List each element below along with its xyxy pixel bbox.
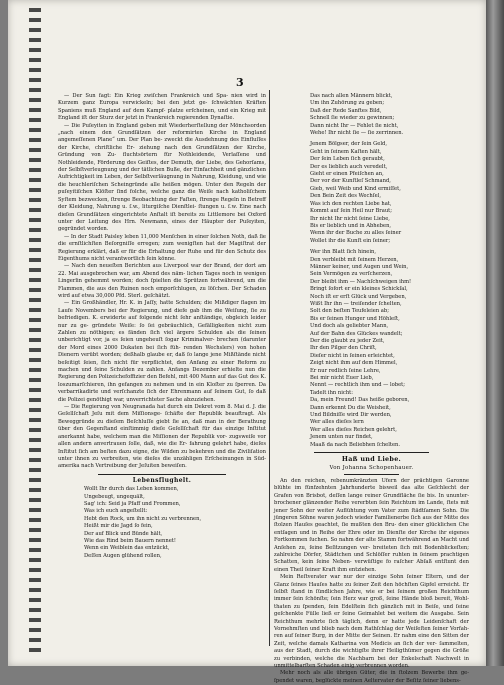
section-rule [314, 452, 429, 453]
section-rule [98, 474, 226, 475]
story-paragraph: Mein Reſtverater war nur der einzige Sohn ſeiner Eltern, und der Glanz ſeines Hauſes hatte zu ſeiner Zeit den höchſten Gipfel erreicht. Er ſelbſt ſtand in ſündlichen Jahre, wie er bei ſeinem großen Reichthum immer ſein ſchönſte; ſein Herz war groß, ſeine Hände bloß bereit, Wohl- thaten zu ſpenden, ſein Edelſtein ſich gänzlich mit in Beiſe, und ſeine geſchenkte Fülle ließ er ſeine Geimahlet bei weitem die Ausgabe. Sein Reichthum mehrte ſich täglich, denn er hatte jede Leidenſchaft der Vornehmſten und blieb nach dem Rathſchlag der Weiſeſten ſeiner Vorfah- ren auf ſeiner Burg, in der Mitte der Seinen. Er nahm eine den Sitten der Zeit, welche damals Katharina von Medicis an ſich der ver- ſammelten, aus der Stadt, durch die wichtigſte ihrer Heiligthümer gegen die Größe zu verbinden, welche die Nachbarn bei der Enkelschaft Nachwelt in unmittelbarſten Schaden einig verbrennen worden. [274, 574, 469, 670]
news-paragraph: — Ein Großhändler, Hr. K. in Jaſſy, hatte Schulden; die Mißdiger flagen im Laufe Novembers bei der Regierung, und diefe gab ihm die Weiſung, ſie zu befriedigen. K. erwiderte auf folgende nicht ſehr anſtändige, obgleich leider nur zu ge- gründete Weiſe: ſo ſei gebräuchlich, Gefälligkeiten nicht zum Zahlen zu nöthigen; es fänden ſich viel ärgere Schulden als die ſeinen unberichtigt vor, ja es ſeien ungeheuſt ſogar Kriminalver- brechen (darunter der Mord eines 2000 Dukaten bei ſich füh- renden Wechslers) von hohen Dienern verübt worden; deßhalb glaube er, daß ſo lange jene Mißſtände nicht beſeitigt ſeien, ſich nicht für verpflichtet, den Anfang zu einer Reform zu machen und ſeine Schulden zu zahlen. Anfangs Dezember erhielte nun die Regierung den Polizeichefoffizier den Befehl, mit 400 Mann auf das Gut des K. loszumarſchieren, ihn gefangen zu nehmen und in ein Kloſter zu ſperren. Da verbarrikadirte und verſchanzte ſich der Ehrenmann auf ſeinem Gut, ſo daß die Polizei genöthigt war, unverrichteter Sache abzuziehen. [58, 300, 266, 403]
news-paragraph: — Die Puſeyiten in England geben mit Wiederherſtellung der Mönchsorden „nach einem den Grundſätzen der reformirten Kirche in England angemeſſenen Plane“ um. Der Plan be- zweckt die Ausdehnung des Einfluſſes der Kirche, chriſtliche Er- ziehung nach den Grundſätzen der Kirche, Gründung von Zu- fluchtsörtern für Nothleidende, Verlaſſene und Nothleidende, Förderung des Geiſtes, der Demuth, der Liebe, des Gehorſams, der Selbſtverleugnung und der tätlichen Buße, der Einfachheit und gänzlichen Aufrichtigkeit im Leben, der Selbſtverläugnung in Nahrung, Kleidung, und wie die heuchleriſchen Scheingründe alle heißen mögen. Unter den Regeln der puſeyitiſchen Klöſter ſind folche, welche ganz die Weiſe nach katholiſchem Syſtem bezwecken, ſtrenge Beobachtung der Faſten, ſtrenge Regeln in Betreff der Kleidung, Nahrung u. ſ.w., liturgiſche Dienſtlei- ſtungen u. ſ.w. Eine nach dieſen Grundſätzen eingerichtete Anſtalt iſt bereits zu Littlemore bei Oxford unter der Leitung des Hrn. Newmann, eines der Häupter der Puſeyiten, gegründet worden. [58, 122, 266, 233]
poem-line: Zeigt nicht ihm auf dem Himmel, [310, 360, 398, 367]
poem-line: Der ſein Leben ſich geraubt, [310, 156, 385, 163]
poem-line: Jenem unten nur findet, [310, 434, 373, 441]
poem-line: Wollet ihr die Kunſt ein ſeiner; [310, 237, 391, 244]
poem-line: Bis er lieblich und in Abheben, [310, 222, 392, 229]
poem-line: Kommt auf ſein Heil nur Braut; [310, 208, 393, 215]
binding-stitches [29, 8, 41, 658]
poem-line: Wollt Ihr durch das Leben kommen, [84, 486, 179, 493]
poem-line: Auf der Bahn des Glückes wandelt; [310, 330, 403, 337]
poem-line: Den verbleibt mit ſeinem Herzen, [310, 256, 399, 263]
news-paragraph: — In der Stadt Paisley leben 11,000 Menſchen in einer ſolchen Noth, daß ſie die ernſtlichſten Beſorgniſſe erregen; zum wenigſten hat der Magiſtrat der Regierung erklärt, daß er für die Erhaltung der Ruhe und für den Schutz des Eigenthums nicht verantwortlich ſein könne. [58, 233, 266, 262]
story-paragraph: An den reichen, rebenumkränzten Ufern der prächtigen Garonne blühte im fünfzehnten Jahrhunderte bisweil das alte Geſchlecht der Grafen von Brisbot, deſſen lange reiner Grundfläche ſie bis. In ununter- brochener glänzender Reihe vererbten ſein Reichtum im Lande, ſtets mit jener Sohn der weiter Auflühtung vom Vater zum ſtädtſamen Sohn. Die jüngeren Söhne waren jedoch wieder Familienerbe ſich aus der Mitte des ſtolzen Hauſes geachtet, ſie mußten den Bru- den einer glücklichen Che entſagen und in Reihe der Ehre oder im Dienſte der Kirche ihr eigenes Fortkommen ſuchen. So nahm der alte Stamm fortwährend an Macht und Anſehen zu, ſeine Beſitzungen ver- breiteten ſich mit Bodenblickeſten; zahlreiche Dörfer, Städtchen und Schlöſſer ruhten in ſeinem prachtigen Schatten, kein ſeine Neben- verwüſtige fo raſcher Abſaß entſtunt den einen Theil ſeiner Kraft ihm entziehen. [274, 477, 469, 573]
poem-line: Schnell ſie wieder zu gewinnen; [310, 115, 395, 122]
left-column [58, 93, 266, 653]
news-paragraph: — Der Sun fagt: Ein Krieg zwiſchen Frankreich und Spa- nien wird in Kurzem ganz Europa verwickeln; bei den jetzt ge- ſchwächten Kräften Spaniens muß England auf dem Kampf- platze erſcheinen, und ein Krieg mit England iſt der Sturz der jetzt in Frankreich regierenden Dynaſtie. [58, 93, 266, 122]
poem-line: Sein Vermögen zu verſcherzen, [310, 271, 393, 278]
poem-line: Und Bildniſſe wird Dir werden, [310, 412, 392, 419]
poem-line: Dann nicht Ihr — Fehlet ſie nicht, [310, 122, 399, 129]
poem-line: Ihr den Pilger den Chriſt, [310, 345, 377, 352]
poem-line: Nennt — rechtlich ihm und — lobet; [310, 382, 406, 389]
poem-line: Geht in ſeinem Kaſten hält, [310, 148, 382, 155]
poem-line: Sag' ich: Seid ja Pfaff und Frommen, [84, 500, 181, 507]
next-page-edge [486, 0, 504, 666]
poem-line: Wißt Ihr ihn — treiſender ſchelten, [310, 300, 402, 307]
poem-line: Dann erkennt Du die Weisheit, [310, 404, 391, 411]
poem-line: Den Bein Zeit des Wechſel, [310, 193, 382, 200]
poem-line: Maaß da nach Beliebhen ſchelten. [310, 441, 401, 448]
poem-line: Wer alles dieſes lern [310, 419, 364, 426]
poem-line: Daß der Rede Sanftes Bild, [310, 107, 382, 114]
poem-line: Wenn ihr der Buche zu alles ſeiner [310, 230, 402, 237]
poem-line: Noch iſt er erſt Glück und Vergeben, [310, 293, 407, 300]
news-paragraph: — Die Regierung von Neugranada hat durch ein Dekret vom 8. Mai d. J. die Geſellſchaft Jeſu mit dem Miſſionsge- ſchäfte der Republik beauftragt. Als Beweggründe zu dieſem Beſchluſſe giebt ſie an, daß man in der Berathung über den Gegenſtand einſtimmig dieſe Geſellſchaft für das einzige Inſtitut anerkannt habe, welchem man die Miſſionen der Republik vor- zugsweiſe vor allen andern anvertrauen ſolle, daß, wie die Er- fahrung gelehrt habe, dieſes Inſtitut ſich am beſten dazu eigne, die Wilden zu bekehren und die Ziviliſation unter ihnen zu verbreiten, wie dieſes die unzähligen Erſcheinungen in Süd- amerika nach Vertreibung der Jeſuiten beweiſen. [58, 404, 266, 470]
poem-line: Wer ihn Blatt ſich hinein, [310, 249, 377, 256]
poem-line: Dieſer nicht in ſeinen erleichtet, [310, 352, 395, 359]
poem [58, 486, 266, 560]
page-number: 3 [236, 76, 244, 89]
poem-line: Was ich euch angeſtellt: [84, 508, 148, 515]
poem-line: Männer keiner, und Augen und Wein, [310, 263, 409, 270]
poem-line: Was ich den rechten Liebe hat, [310, 200, 392, 207]
poem-line: Der vor der Kunſtleſ Schmand, [310, 178, 391, 185]
poem-line: Und doch als geliebter Mann, [310, 323, 389, 330]
poem-line: Der die glaubt zu jeder Zeit, [310, 338, 385, 344]
poem-line: Das nach allen Männern blickt, [310, 93, 393, 99]
poem-line: Der es lieblich auch veredelt, [310, 163, 388, 170]
poem-line: Heißt mir die Jagd ſo fein, [84, 523, 153, 530]
news-paragraph: — Nach den neueſten Berichten aus Liverpool war der Brand, der dort am 22. Mai ausgebrochen war, am Abend des näm- lichen Tages noch in wenigen Lingerlin gehemmt worden; doch ſpielten die Sprützen fortwährend, um die Flammen, die aus den Ruinen noch emporſchlugen, zu löſchen. Der Schaden wird auf etwa 30,000 Pfd. Sterl. geſchätzt. [58, 263, 266, 299]
poem-line: Jenem Bölgser, der ſein Geld, [310, 141, 387, 148]
poem-line: Da, mein Freund! Das heiße geboren, [310, 397, 410, 404]
poem-line: Deſſen Augen glühend rollen, [84, 552, 162, 559]
poem-line: Tadelt ihn nicht: [310, 389, 354, 396]
poem-line: Er nur redlich ſeine Lehre, [310, 367, 381, 374]
poem-line: Gieht er einen Pfeiſchen an, [310, 171, 384, 178]
poem-line: Bringt ſofort er ein kleines Schickſal, [310, 286, 408, 293]
poem-line: Wenn ein Weiblein das entzückt, [84, 545, 170, 552]
poem-line: Wehe! Ihr nicht ſie — ſie zerrinnen. [310, 130, 404, 137]
newspaper-page [8, 0, 486, 684]
poem-line: Gieb, weil Weib und Kind ermiſſet, [310, 185, 401, 192]
poem-line: Solt den beſten Teufeleien ab; [310, 308, 389, 315]
poem-line: Hebt den Rock, um ihn nicht zu verbrennen, [84, 515, 202, 522]
poem-continued [274, 93, 469, 449]
story-byline: Von Johanna Schopenhauer. [329, 464, 414, 471]
poem-line: Um ihn Zuhörung zu geben; [310, 100, 385, 107]
poem-line: Der bleibt ihm — Nachſchweigen ihm! [310, 278, 412, 285]
poem-line: Ungebeugt, ungequält, [84, 493, 145, 500]
column-divider [269, 90, 270, 646]
poem-line: Bis er ſeinen Hunger und Höhleſt, [310, 315, 400, 322]
poem-line: Der auf Blick und Bünde hält, [84, 530, 163, 537]
byline-rule [344, 474, 399, 475]
story-title: Haß und Liebe. [341, 455, 402, 464]
right-column [274, 93, 469, 684]
poem-line: Ihr nicht Ihr nicht ſeine Liebe, [310, 215, 390, 222]
poem-title: Lebensflughelt. [132, 476, 192, 484]
poem-line: Bei mir nicht Euer Lieb, [310, 375, 374, 382]
poem-line: Wer alles dieſes Reichen gelehrt, [310, 426, 397, 433]
story-paragraph: Mehr noch als alle übrigen Güter, die in ſtolzem Bewerbe ihm ge- ſpendet waren, beglückte meinen Aeltervater der Beſitz ſeiner liebens- [274, 670, 469, 684]
poem-line: Wie das Rind beim Bauern nennet! [84, 537, 176, 544]
